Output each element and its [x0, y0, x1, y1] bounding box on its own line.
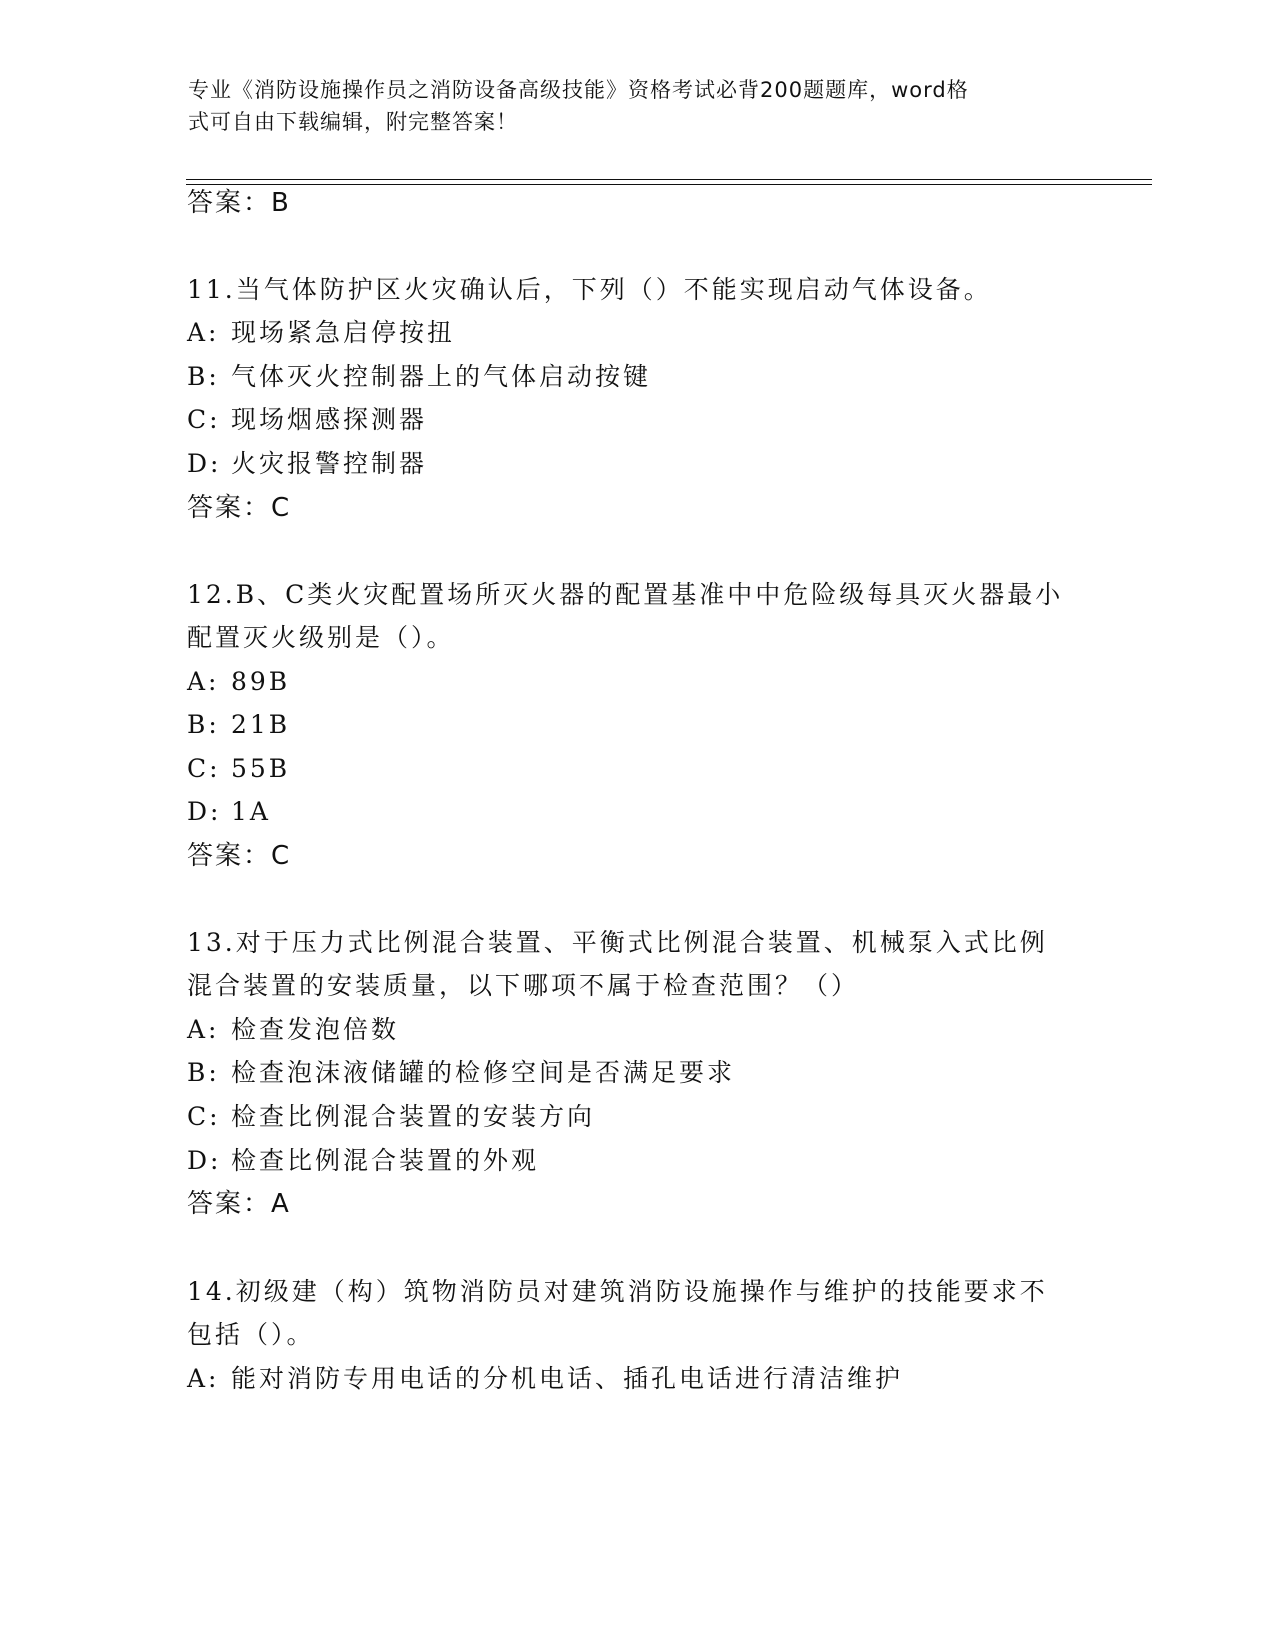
option-c: [187, 1102, 595, 1132]
question-12-line-1: 12.B、C类火灾配置场所灭火器的配置基准中中危险级每具灭火器最小: [187, 580, 1064, 609]
option-letter: A:: [187, 1015, 220, 1044]
option-letter: D:: [187, 797, 222, 826]
question-14-line-1: 14.初级建（构）筑物消防员对建筑消防设施操作与维护的技能要求不: [187, 1277, 1048, 1306]
option-text: 检查泡沫液储罐的检修空间是否满足要求: [231, 1058, 736, 1087]
option-text: 89B: [231, 667, 291, 696]
option-text: 火灾报警控制器: [231, 449, 428, 478]
header-divider-top: [186, 179, 1152, 180]
option-letter: A:: [187, 1364, 220, 1393]
option-b: [187, 1058, 735, 1088]
option-d: [187, 449, 427, 479]
option-d: [187, 797, 271, 827]
option-text: 气体灭火控制器上的气体启动按键: [231, 362, 652, 391]
option-letter: D:: [187, 449, 222, 478]
option-text: 检查比例混合装置的外观: [231, 1146, 540, 1175]
answer-line: 答案：B: [187, 188, 291, 218]
option-letter: B:: [187, 362, 220, 391]
option-letter: C:: [187, 405, 221, 434]
option-c: [187, 405, 427, 435]
option-letter: B:: [187, 710, 220, 739]
option-letter: C:: [187, 1102, 221, 1131]
option-b: [187, 362, 651, 392]
option-letter: B:: [187, 1058, 220, 1087]
option-text: 现场烟感探测器: [231, 405, 428, 434]
option-text: 能对消防专用电话的分机电话、插孔电话进行清洁维护: [231, 1364, 904, 1393]
option-b: [187, 710, 290, 740]
option-c: [187, 754, 290, 784]
header-line-1: 专业《消防设施操作员之消防设备高级技能》资格考试必背200题题库，word格: [188, 78, 969, 102]
option-text: 检查发泡倍数: [231, 1015, 400, 1044]
option-letter: A:: [187, 667, 220, 696]
header-divider-bottom: [186, 184, 1152, 185]
document-header: [188, 74, 1068, 138]
question-13-line-2: 混合装置的安装质量，以下哪项不属于检查范围？（）: [187, 971, 860, 1000]
header-line-2: 式可自由下载编辑，附完整答案！: [188, 110, 518, 134]
answer-line: 答案：A: [187, 1189, 291, 1219]
option-d: [187, 1146, 539, 1176]
option-letter: A:: [187, 318, 220, 347]
option-a: [187, 1364, 903, 1394]
option-letter: D:: [187, 1146, 222, 1175]
option-text: 现场紧急启停按扭: [231, 318, 456, 347]
option-text: 21B: [231, 710, 291, 739]
answer-line: 答案：C: [187, 841, 292, 871]
option-text: 检查比例混合装置的安装方向: [231, 1102, 596, 1131]
answer-line: 答案：C: [187, 493, 292, 523]
question-14-line-2: 包括（）。: [187, 1320, 315, 1349]
option-text: 55B: [231, 754, 291, 783]
option-a: [187, 318, 455, 348]
question-13-line-1: 13.对于压力式比例混合装置、平衡式比例混合装置、机械泵入式比例: [187, 928, 1048, 957]
option-text: 1A: [231, 797, 271, 826]
question-11-line-1: 11.当气体防护区火灾确认后，下列（）不能实现启动气体设备。: [187, 275, 992, 304]
option-letter: C:: [187, 754, 221, 783]
question-12-line-2: 配置灭火级别是（）。: [187, 623, 455, 652]
option-a: [187, 667, 290, 697]
option-a: [187, 1015, 399, 1045]
